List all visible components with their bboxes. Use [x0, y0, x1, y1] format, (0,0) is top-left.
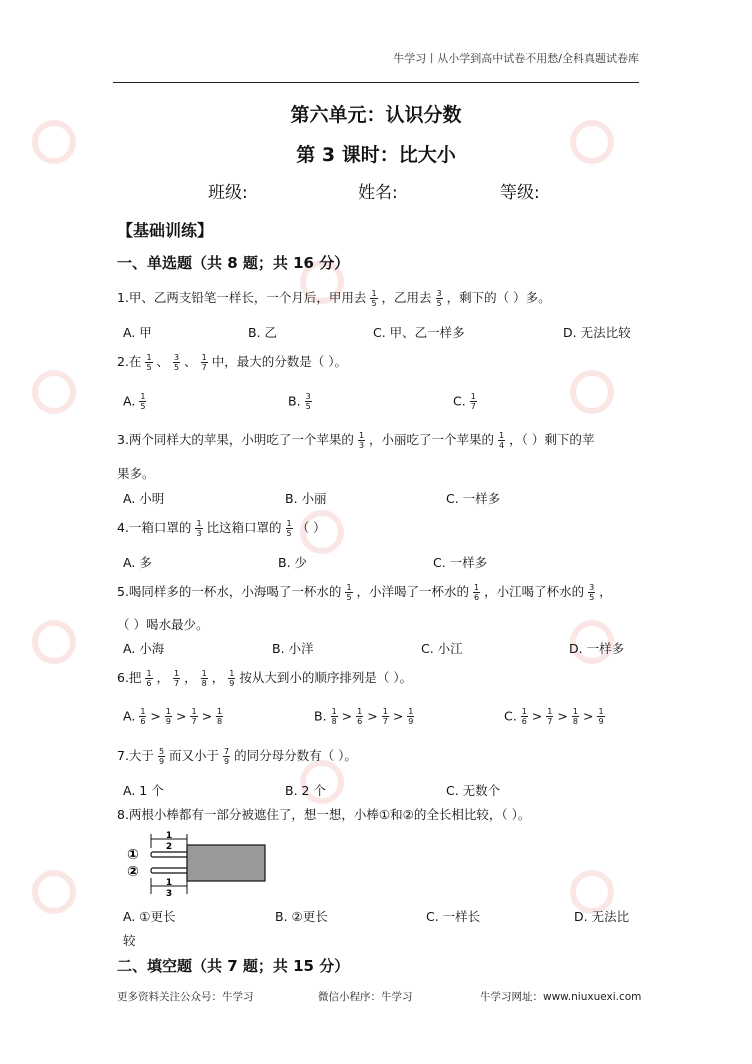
q5-option-b[interactable]: B. 小洋 — [272, 641, 314, 656]
fig-fraction-1-den: 2 — [165, 842, 173, 852]
q7-option-c[interactable]: C. 无数个 — [446, 783, 501, 798]
grade-label: 等级: — [500, 183, 540, 203]
name-label: 姓名: — [358, 183, 398, 203]
question-2: 2.在 $\frac{1}{5}$ 、 $\frac{3}{5}$ 、 $\frac{1}{7}$ 中，最大的分数是（ ）。 — [117, 352, 347, 372]
header-divider — [113, 82, 639, 83]
q7-option-a[interactable]: A. 1 个 — [123, 783, 164, 798]
q2-option-c[interactable]: C. $\frac{1}{7}$ — [453, 392, 476, 411]
q3-option-a[interactable]: A. 小明 — [123, 491, 165, 506]
stick-1-label: ① — [127, 847, 139, 863]
q1-option-a[interactable]: A. 甲 — [123, 325, 152, 340]
footer-left: 更多资料关注公众号：牛学习 — [117, 991, 254, 1003]
q1-option-c[interactable]: C. 甲、乙一样多 — [373, 325, 465, 340]
watermark-logo — [32, 870, 76, 914]
section-single-choice: 一、单选题（共 8 题；共 16 分） — [117, 254, 350, 272]
question-3: 3.两个同样大的苹果，小明吃了一个苹果的 $\frac{1}{3}$ ，小丽吃了一个苹果的 $\frac{1}{4}$ ，（ ）剩下的苹 — [117, 430, 595, 450]
question-6: 6.把 $\frac{1}{6}$ ， $\frac{1}{7}$ ， $\frac{1}{8}$ ， $\frac{1}{9}$ 按从大到小的顺序排列是（ ）。 — [117, 668, 413, 688]
q8-option-d-wrap: 较 — [123, 933, 136, 948]
q2-option-b[interactable]: B. $\frac{3}{5}$ — [288, 392, 311, 411]
q2-option-a[interactable]: A. $\frac{1}{5}$ — [123, 392, 146, 411]
section-basic: 【基础训练】 — [117, 221, 214, 240]
q1-option-b[interactable]: B. 乙 — [248, 325, 278, 340]
q4-option-a[interactable]: A. 多 — [123, 555, 152, 570]
page-header: 牛学习丨从小学到高中试卷不用愁/全科真题试卷库 — [393, 52, 639, 65]
fig-fraction-2-num: 1 — [165, 878, 173, 888]
question-5: 5.喝同样多的一杯水，小海喝了一杯水的 $\frac{1}{5}$ ，小洋喝了一杯水的 $\frac{1}{6}$ ，小江喝了杯水的 $\frac{3}{5}$ ， — [117, 582, 612, 602]
question-3-line2: 果多。 — [117, 466, 155, 481]
q8-option-d[interactable]: D. 无法比 — [574, 909, 630, 924]
section-fill-blank: 二、填空题（共 7 题；共 15 分） — [117, 957, 350, 975]
watermark-logo — [32, 620, 76, 664]
q6-option-c[interactable]: C. $\frac{1}{6}$ > $\frac{1}{7}$ > $\frac{1}{8}$ > $\frac{1}{9}$ — [504, 707, 604, 726]
fraction: $\frac{3}{5}$ — [436, 288, 442, 308]
footer-right[interactable]: 牛学习网址：www.niuxuexi.com — [480, 991, 642, 1003]
q1-option-d[interactable]: D. 无法比较 — [563, 325, 631, 340]
question-7: 7.大于 $\frac{5}{9}$ 而又小于 $\frac{7}{9}$ 的同分母分数有（ ）。 — [117, 746, 357, 766]
question-5-line2: （ ）喝水最少。 — [117, 617, 209, 632]
q5-option-d[interactable]: D. 一样多 — [569, 641, 625, 656]
fig-fraction-1-num: 1 — [165, 831, 173, 841]
q8-option-a[interactable]: A. ①更长 — [123, 909, 176, 924]
cover-box — [187, 845, 265, 881]
sticks-figure — [125, 828, 270, 898]
q5-option-c[interactable]: C. 小江 — [421, 641, 463, 656]
page-title: 第六单元：认识分数 — [290, 104, 462, 126]
watermark-logo — [32, 370, 76, 414]
lesson-title: 第 3 课时：比大小 — [296, 144, 456, 166]
footer-mid: 微信小程序：牛学习 — [318, 991, 413, 1003]
class-label: 班级: — [208, 183, 248, 203]
q8-option-c[interactable]: C. 一样长 — [426, 909, 481, 924]
q7-option-b[interactable]: B. 2 个 — [285, 783, 326, 798]
watermark-logo — [570, 370, 614, 414]
q3-option-c[interactable]: C. 一样多 — [446, 491, 501, 506]
question-8: 8.两根小棒都有一部分被遮住了，想一想，小棒①和②的全长相比较，（ ）。 — [117, 807, 531, 822]
q6-option-a[interactable]: A. $\frac{1}{6}$ > $\frac{1}{9}$ > $\frac{1}{7}$ > $\frac{1}{8}$ — [123, 707, 223, 726]
question-1: 1.甲、乙两支铅笔一样长，一个月后，甲用去 $\frac{1}{5}$ ，乙用去 $\frac{3}{5}$ ，剩下的（ ）多。 — [117, 288, 551, 308]
question-4: 4.一箱口罩的 $\frac{1}{3}$ 比这箱口罩的 $\frac{1}{5}$ （ ） — [117, 518, 326, 538]
fraction: $\frac{1}{5}$ — [371, 288, 377, 308]
q8-option-b[interactable]: B. ②更长 — [275, 909, 328, 924]
q5-option-a[interactable]: A. 小海 — [123, 641, 165, 656]
q6-option-b[interactable]: B. $\frac{1}{8}$ > $\frac{1}{6}$ > $\frac{1}{7}$ > $\frac{1}{9}$ — [314, 707, 414, 726]
q4-option-c[interactable]: C. 一样多 — [433, 555, 488, 570]
q3-option-b[interactable]: B. 小丽 — [285, 491, 327, 506]
stick-2-label: ② — [127, 864, 139, 880]
fig-fraction-2-den: 3 — [165, 889, 173, 898]
q4-option-b[interactable]: B. 少 — [278, 555, 308, 570]
